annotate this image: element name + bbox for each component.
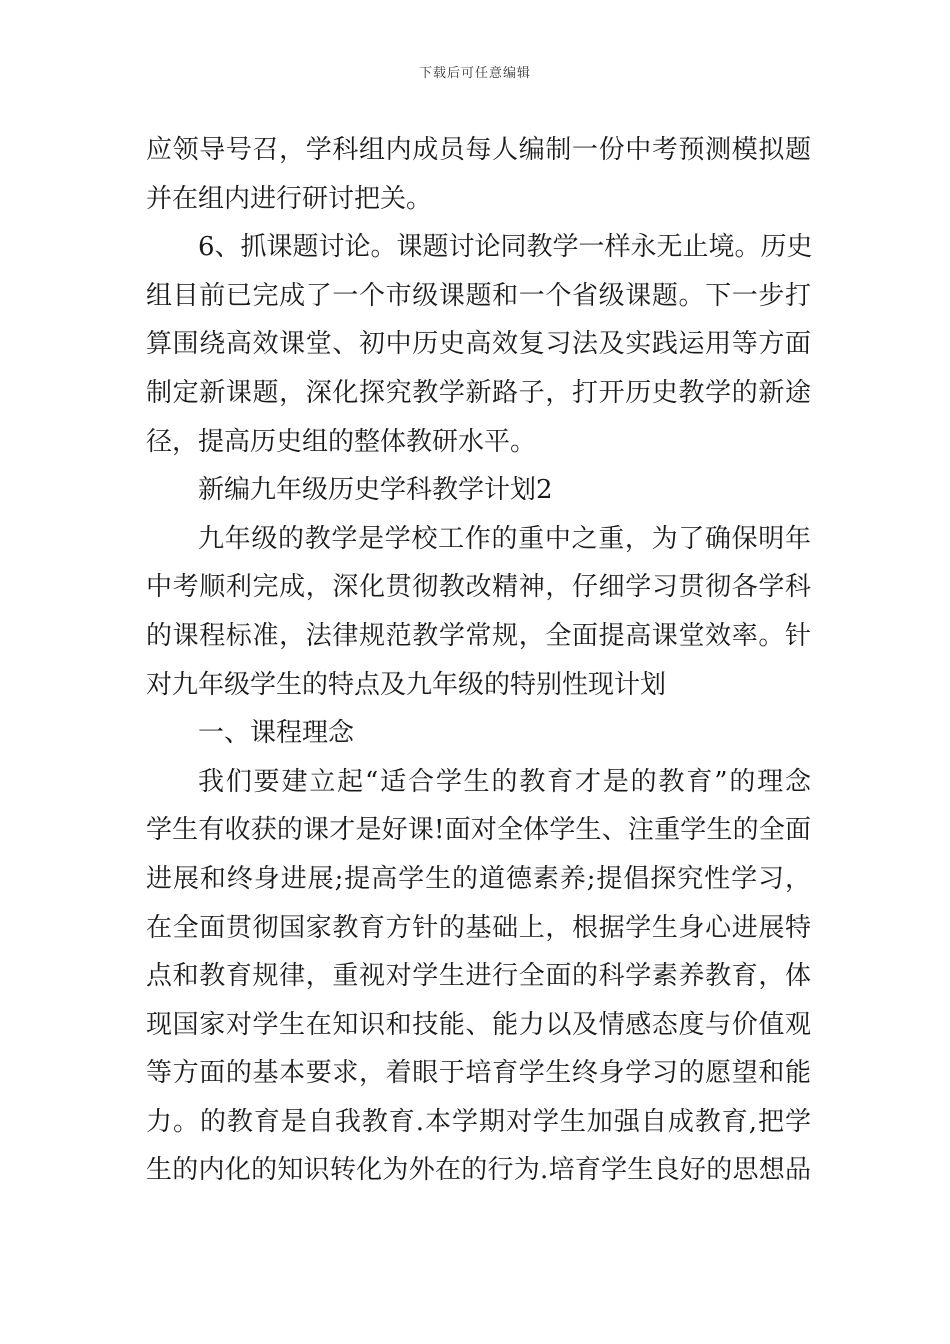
text-line: 生的内化的知识转化为外在的行为.培育学生良好的思想品 [146,1155,811,1186]
section-heading: 一、课程理念 [198,718,355,749]
paragraph-start-line: 我们要建立起“适合学生的教育才是的教育”的理念 [198,766,811,797]
text-line: 径，提高历史组的整体教研水平。 [146,426,537,457]
text-line: 等方面的基本要求，着眼于培育学生终身学习的愿望和能 [146,1058,811,1089]
text-line: 中考顺利完成，深化贯彻教改精神，仔细学习贯彻各学科 [146,572,811,603]
text-line: 点和教育规律，重视对学生进行全面的科学素养教育，体 [146,961,811,992]
text-line: 进展和终身进展;提高学生的道德素养;提倡探究性学习， [146,863,811,894]
text-line: 并在组内进行研讨把关。 [146,183,433,214]
page-header: 下载后可任意编辑 [418,66,531,81]
text-line: 对九年级学生的特点及九年级的特别性现计划 [146,669,667,700]
section-title: 新编九年级历史学科教学计划2 [198,475,553,506]
text-line: 的课程标准，法律规范教学常规，全面提高课堂效率。针 [146,620,811,651]
text-line: 力。的教育是自我教育.本学期对学生加强自成教育,把学 [146,1106,811,1137]
text-line: 现国家对学生在知识和技能、能力以及情感态度与价值观 [146,1009,811,1040]
paragraph-start-line: 九年级的教学是学校工作的重中之重，为了确保明年 [198,523,811,554]
text-line: 学生有收获的课才是好课!面对全体学生、注重学生的全面 [146,815,811,846]
text-line: 在全面贯彻国家教育方针的基础上，根据学生身心进展特 [146,912,811,943]
text-line: 应领导号召，学科组内成员每人编制一份中考预测模拟题 [146,135,811,165]
text-line: 制定新课题，深化探究教学新路子，打开历史教学的新途 [146,377,811,408]
paragraph-start-line: 6、抓课题讨论。课题讨论同教学一样永无止境。历史 [198,232,813,263]
text-line: 组目前已完成了一个市级课题和一个省级课题。下一步打 [146,280,811,311]
document-body [146,126,811,1195]
text-line: 算围绕高效课堂、初中历史高效复习法及实践运用等方面 [146,329,811,360]
